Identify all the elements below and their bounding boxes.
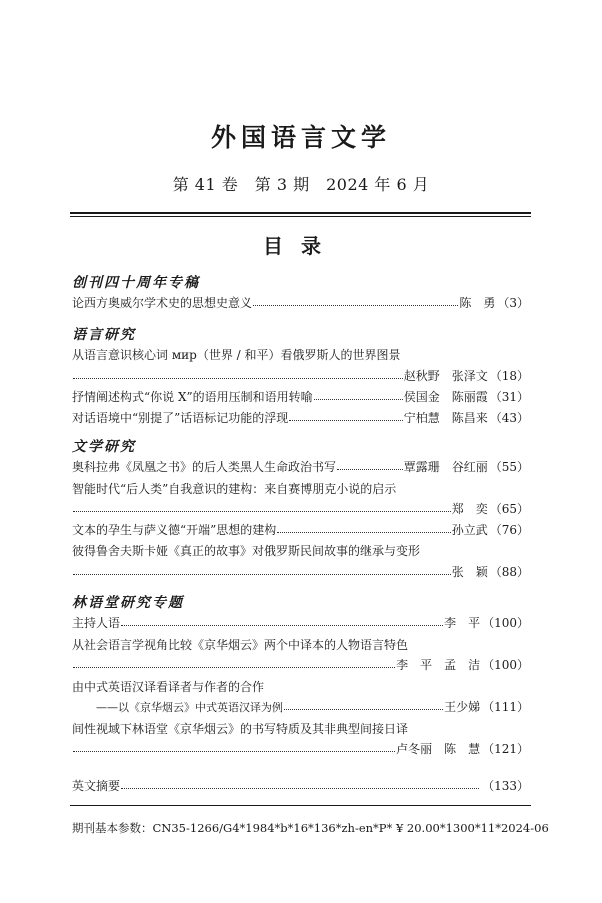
entry-page: （31） bbox=[489, 390, 529, 404]
entry-authors: 卢冬丽 陈 慧 bbox=[396, 742, 481, 756]
section-heading: 林语堂研究专题 bbox=[72, 595, 184, 611]
entry-page: （111） bbox=[482, 700, 529, 714]
leader-dots bbox=[73, 574, 451, 575]
entry-title: 奥科拉弗《凤凰之书》的后人类黑人生命政治书写 bbox=[72, 460, 337, 474]
leader-dots bbox=[277, 532, 450, 533]
leader-dots bbox=[253, 305, 458, 306]
entry-title: 文本的孕生与萨义德“开端”思想的建构 bbox=[72, 523, 277, 537]
leader-dots bbox=[337, 469, 403, 470]
entry-authors: 张 颖 bbox=[451, 565, 488, 579]
entry-page: （18） bbox=[489, 369, 529, 383]
leader-dots bbox=[73, 378, 403, 379]
entry-page: （3） bbox=[497, 296, 529, 310]
footer-rule bbox=[70, 805, 531, 806]
header-rule-thick bbox=[70, 212, 531, 214]
header-rule-thin bbox=[70, 216, 531, 217]
toc-entry[interactable] bbox=[72, 388, 529, 407]
entry-title-line[interactable]: 彼得鲁舍夫斯卡娅《真正的故事》对俄罗斯民间故事的继承与变形 bbox=[72, 544, 421, 558]
entry-page: （121） bbox=[482, 742, 529, 756]
entry-title-line[interactable]: 智能时代“后人类”自我意识的建构：来自赛博朋克小说的启示 bbox=[72, 482, 397, 496]
toc-entry[interactable] bbox=[72, 367, 529, 386]
entry-authors: 孙立武 bbox=[451, 523, 488, 537]
issue-line: 第 41 卷 第 3 期 2024 年 6 月 bbox=[172, 175, 430, 194]
entry-subtitle: ——以《京华烟云》中式英语汉译为例 bbox=[96, 701, 283, 714]
entry-page: （65） bbox=[489, 502, 529, 516]
leader-dots bbox=[121, 625, 443, 626]
toc-entry[interactable] bbox=[72, 409, 529, 428]
entry-authors: 王少娣 bbox=[444, 700, 481, 714]
entry-authors: 侯国金 陈丽霞 bbox=[403, 390, 488, 404]
leader-dots bbox=[73, 667, 395, 668]
toc-entry[interactable] bbox=[72, 458, 529, 477]
toc-entry[interactable] bbox=[96, 698, 529, 717]
entry-page: （100） bbox=[482, 616, 529, 630]
entry-authors: 李 平 孟 洁 bbox=[396, 658, 481, 672]
entry-authors: 郑 奕 bbox=[451, 502, 488, 516]
journal-title: 外国语言文学 bbox=[210, 123, 391, 152]
leader-dots bbox=[73, 511, 451, 512]
toc-entry[interactable] bbox=[72, 500, 529, 519]
section-heading: 文学研究 bbox=[72, 439, 136, 455]
leader-dots bbox=[284, 709, 443, 710]
entry-title: 抒情阐述构式“你说 X”的语用压制和语用转喻 bbox=[72, 390, 313, 404]
toc-entry[interactable] bbox=[72, 614, 529, 633]
leader-dots bbox=[314, 399, 403, 400]
entry-title-line[interactable]: 由中式英语汉译看译者与作者的合作 bbox=[72, 680, 265, 694]
leader-dots bbox=[73, 751, 395, 752]
entry-title: 英文摘要 bbox=[72, 779, 121, 793]
entry-page: （88） bbox=[489, 565, 529, 579]
entry-page: （133） bbox=[482, 779, 529, 793]
entry-title-line[interactable]: 从语言意识核心词 мир（世界 / 和平）看俄罗斯人的世界图景 bbox=[72, 348, 401, 362]
entry-page: （76） bbox=[489, 523, 529, 537]
toc-entry[interactable] bbox=[72, 521, 529, 540]
entry-page: （100） bbox=[482, 658, 529, 672]
entry-authors: 覃露珊 谷红丽 bbox=[403, 460, 488, 474]
entry-page: （43） bbox=[489, 411, 529, 425]
entry-authors: 李 平 bbox=[444, 616, 481, 630]
entry-title-line[interactable]: 间性视域下林语堂《京华烟云》的书写特质及其非典型间接日译 bbox=[72, 722, 409, 736]
entry-authors: 赵秋野 张泽文 bbox=[403, 369, 488, 383]
toc-entry[interactable] bbox=[72, 294, 529, 313]
entry-authors: 陈 勇 bbox=[459, 296, 496, 310]
entry-page: （55） bbox=[489, 460, 529, 474]
entry-title: 主持人语 bbox=[72, 616, 121, 630]
journal-parameters: 期刊基本参数：CN35-1266/G4*1984*b*16*136*zh-en*P* ¥ 20.00*1300*11*2024-06 bbox=[72, 821, 549, 835]
leader-dots bbox=[289, 420, 402, 421]
section-heading: 语言研究 bbox=[72, 327, 136, 343]
entry-title: 对话语境中“别提了”话语标记功能的浮现 bbox=[72, 411, 289, 425]
toc-entry[interactable] bbox=[72, 563, 529, 582]
leader-dots bbox=[121, 788, 479, 789]
entry-authors: 宁柏慧 陈昌来 bbox=[403, 411, 488, 425]
toc-entry[interactable] bbox=[72, 740, 529, 759]
entry-title: 论西方奥威尔学术史的思想史意义 bbox=[72, 296, 253, 310]
section-heading: 创刊四十周年专稿 bbox=[72, 275, 200, 291]
toc-entry-abstracts[interactable] bbox=[72, 777, 529, 796]
toc-entry[interactable] bbox=[72, 656, 529, 675]
entry-title-line[interactable]: 从社会语言学视角比较《京华烟云》两个中译本的人物语言特色 bbox=[72, 638, 409, 652]
contents-heading: 目录 bbox=[263, 234, 339, 258]
